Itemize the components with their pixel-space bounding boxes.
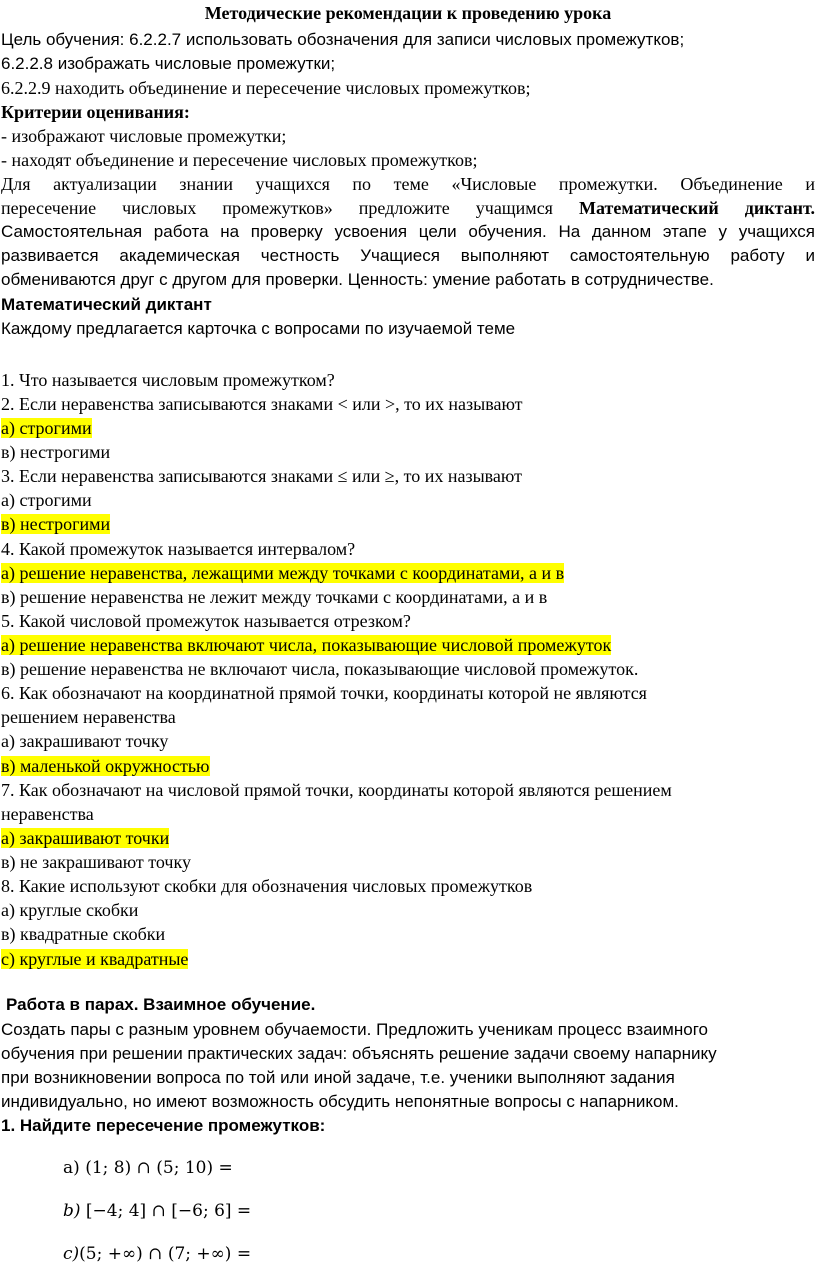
task-item bbox=[63, 1156, 233, 1180]
dictation-heading: Математический диктант bbox=[1, 295, 212, 314]
question: 1. Что называется числовым промежутком? bbox=[1, 370, 335, 390]
question: 8. Какие используют скобки для обозначения числовых промежутков bbox=[1, 876, 533, 896]
intro-line: Самостоятельная работа на проверку усвоения цели обучения. На данном этапе у учащихся bbox=[1, 222, 815, 241]
answer-option bbox=[1, 561, 815, 585]
question: 7. Как обозначают на числовой прямой точки, координаты которой являются решением bbox=[1, 780, 672, 800]
intro-line: Для актуализации знании учащихся по теме «Числовые промежутки. Объединение и bbox=[1, 174, 815, 194]
answer-text-highlighted: в) нестрогими bbox=[1, 514, 111, 534]
pairs-text: индивидуально, но имеют возможность обсудить непонятные вопросы с напарником. bbox=[1, 1092, 679, 1111]
task-item bbox=[63, 1199, 251, 1223]
task-label: а) bbox=[63, 1158, 80, 1178]
pairs-heading: Работа в парах. Взаимное обучение. bbox=[6, 995, 316, 1014]
objective-line: Цель обучения: 6.2.2.7 использовать обозначения для записи числовых промежутков; bbox=[1, 30, 685, 49]
answer-option: в) не закрашивают точку bbox=[1, 852, 191, 872]
answer-option: а) строгими bbox=[1, 490, 92, 510]
answer-option bbox=[1, 754, 815, 778]
intro-line-text: пересечение числовых промежутков» предложите учащимся bbox=[1, 198, 553, 218]
answer-text-highlighted: с) круглые и квадратные bbox=[1, 949, 189, 969]
dictation-intro: Каждому предлагается карточка с вопросами по изучаемой теме bbox=[1, 319, 516, 338]
question: 6. Как обозначают на координатной прямой точки, координаты которой не являются bbox=[1, 683, 647, 703]
task-expression: (1; 8) ∩ (5; 10) = bbox=[85, 1158, 233, 1178]
task-heading: 1. Найдите пересечение промежутков: bbox=[1, 1116, 326, 1135]
answer-option bbox=[1, 416, 815, 440]
question: решением неравенства bbox=[1, 707, 176, 727]
criteria-item: - изображают числовые промежутки; bbox=[1, 126, 287, 146]
criteria-item: - находят объединение и пересечение числовых промежутков; bbox=[1, 150, 478, 170]
answer-text-highlighted: а) решение неравенства включают числа, показывающие числовой промежуток bbox=[1, 635, 612, 655]
criteria-heading: Критерии оценивания: bbox=[1, 102, 190, 122]
answer-option: в) нестрогими bbox=[1, 442, 111, 462]
question: 5. Какой числовой промежуток называется отрезком? bbox=[1, 611, 411, 631]
pairs-text: при возникновении вопроса по той или иной задаче, т.е. ученики выполняют задания bbox=[1, 1068, 675, 1087]
objective-line: 6.2.2.9 находить объединение и пересечение числовых промежутков; bbox=[1, 78, 531, 98]
intro-line: обмениваются друг с другом для проверки. Ценность: умение работать в сотрудничестве. bbox=[1, 270, 714, 289]
document-title: Методические рекомендации к проведению урока bbox=[204, 3, 612, 23]
answer-text-highlighted: а) строгими bbox=[1, 418, 92, 438]
answer-option bbox=[1, 947, 815, 971]
pairs-text: Создать пары с разным уровнем обучаемости. Предложить ученикам процесс взаимного bbox=[1, 1020, 708, 1039]
answer-text-highlighted: а) решение неравенства, лежащими между точками с координатами, а и в bbox=[1, 563, 565, 583]
question: неравенства bbox=[1, 804, 94, 824]
answer-text-highlighted: а) закрашивают точки bbox=[1, 828, 170, 848]
pairs-text: обучения при решении практических задач: объяснять решение задачи своему напарнику bbox=[1, 1044, 717, 1063]
task-item bbox=[63, 1242, 251, 1266]
answer-option: в) квадратные скобки bbox=[1, 924, 166, 944]
answer-option bbox=[1, 826, 815, 850]
task-label: c) bbox=[63, 1244, 80, 1264]
answer-option bbox=[1, 512, 815, 536]
answer-option: в) решение неравенства не включают числа, показывающие числовой промежуток. bbox=[1, 659, 639, 679]
task-expression: [−4; 4] ∩ [−6; 6] = bbox=[85, 1201, 252, 1221]
question: 2. Если неравенства записываются знаками < или >, то их называют bbox=[1, 394, 523, 414]
intro-line: развивается академическая честность Учащиеся выполняют самостоятельную работу и bbox=[1, 246, 815, 265]
objective-line: 6.2.2.8 изображать числовые промежутки; bbox=[1, 54, 336, 73]
intro-line bbox=[1, 196, 815, 220]
answer-text-highlighted: в) маленькой окружностью bbox=[1, 756, 210, 776]
question: 4. Какой промежуток называется интервалом? bbox=[1, 539, 356, 559]
dictation-inline: Математический диктант. bbox=[579, 198, 815, 218]
answer-option bbox=[1, 633, 815, 657]
answer-option: в) решение неравенства не лежит между точками с координатами, а и в bbox=[1, 587, 548, 607]
task-label: b) bbox=[63, 1201, 81, 1221]
answer-option: а) закрашивают точку bbox=[1, 731, 169, 751]
task-expression: (5; +∞) ∩ (7; +∞) = bbox=[79, 1244, 252, 1264]
answer-option: а) круглые скобки bbox=[1, 900, 139, 920]
question: 3. Если неравенства записываются знаками ≤ или ≥, то их называют bbox=[1, 466, 522, 486]
